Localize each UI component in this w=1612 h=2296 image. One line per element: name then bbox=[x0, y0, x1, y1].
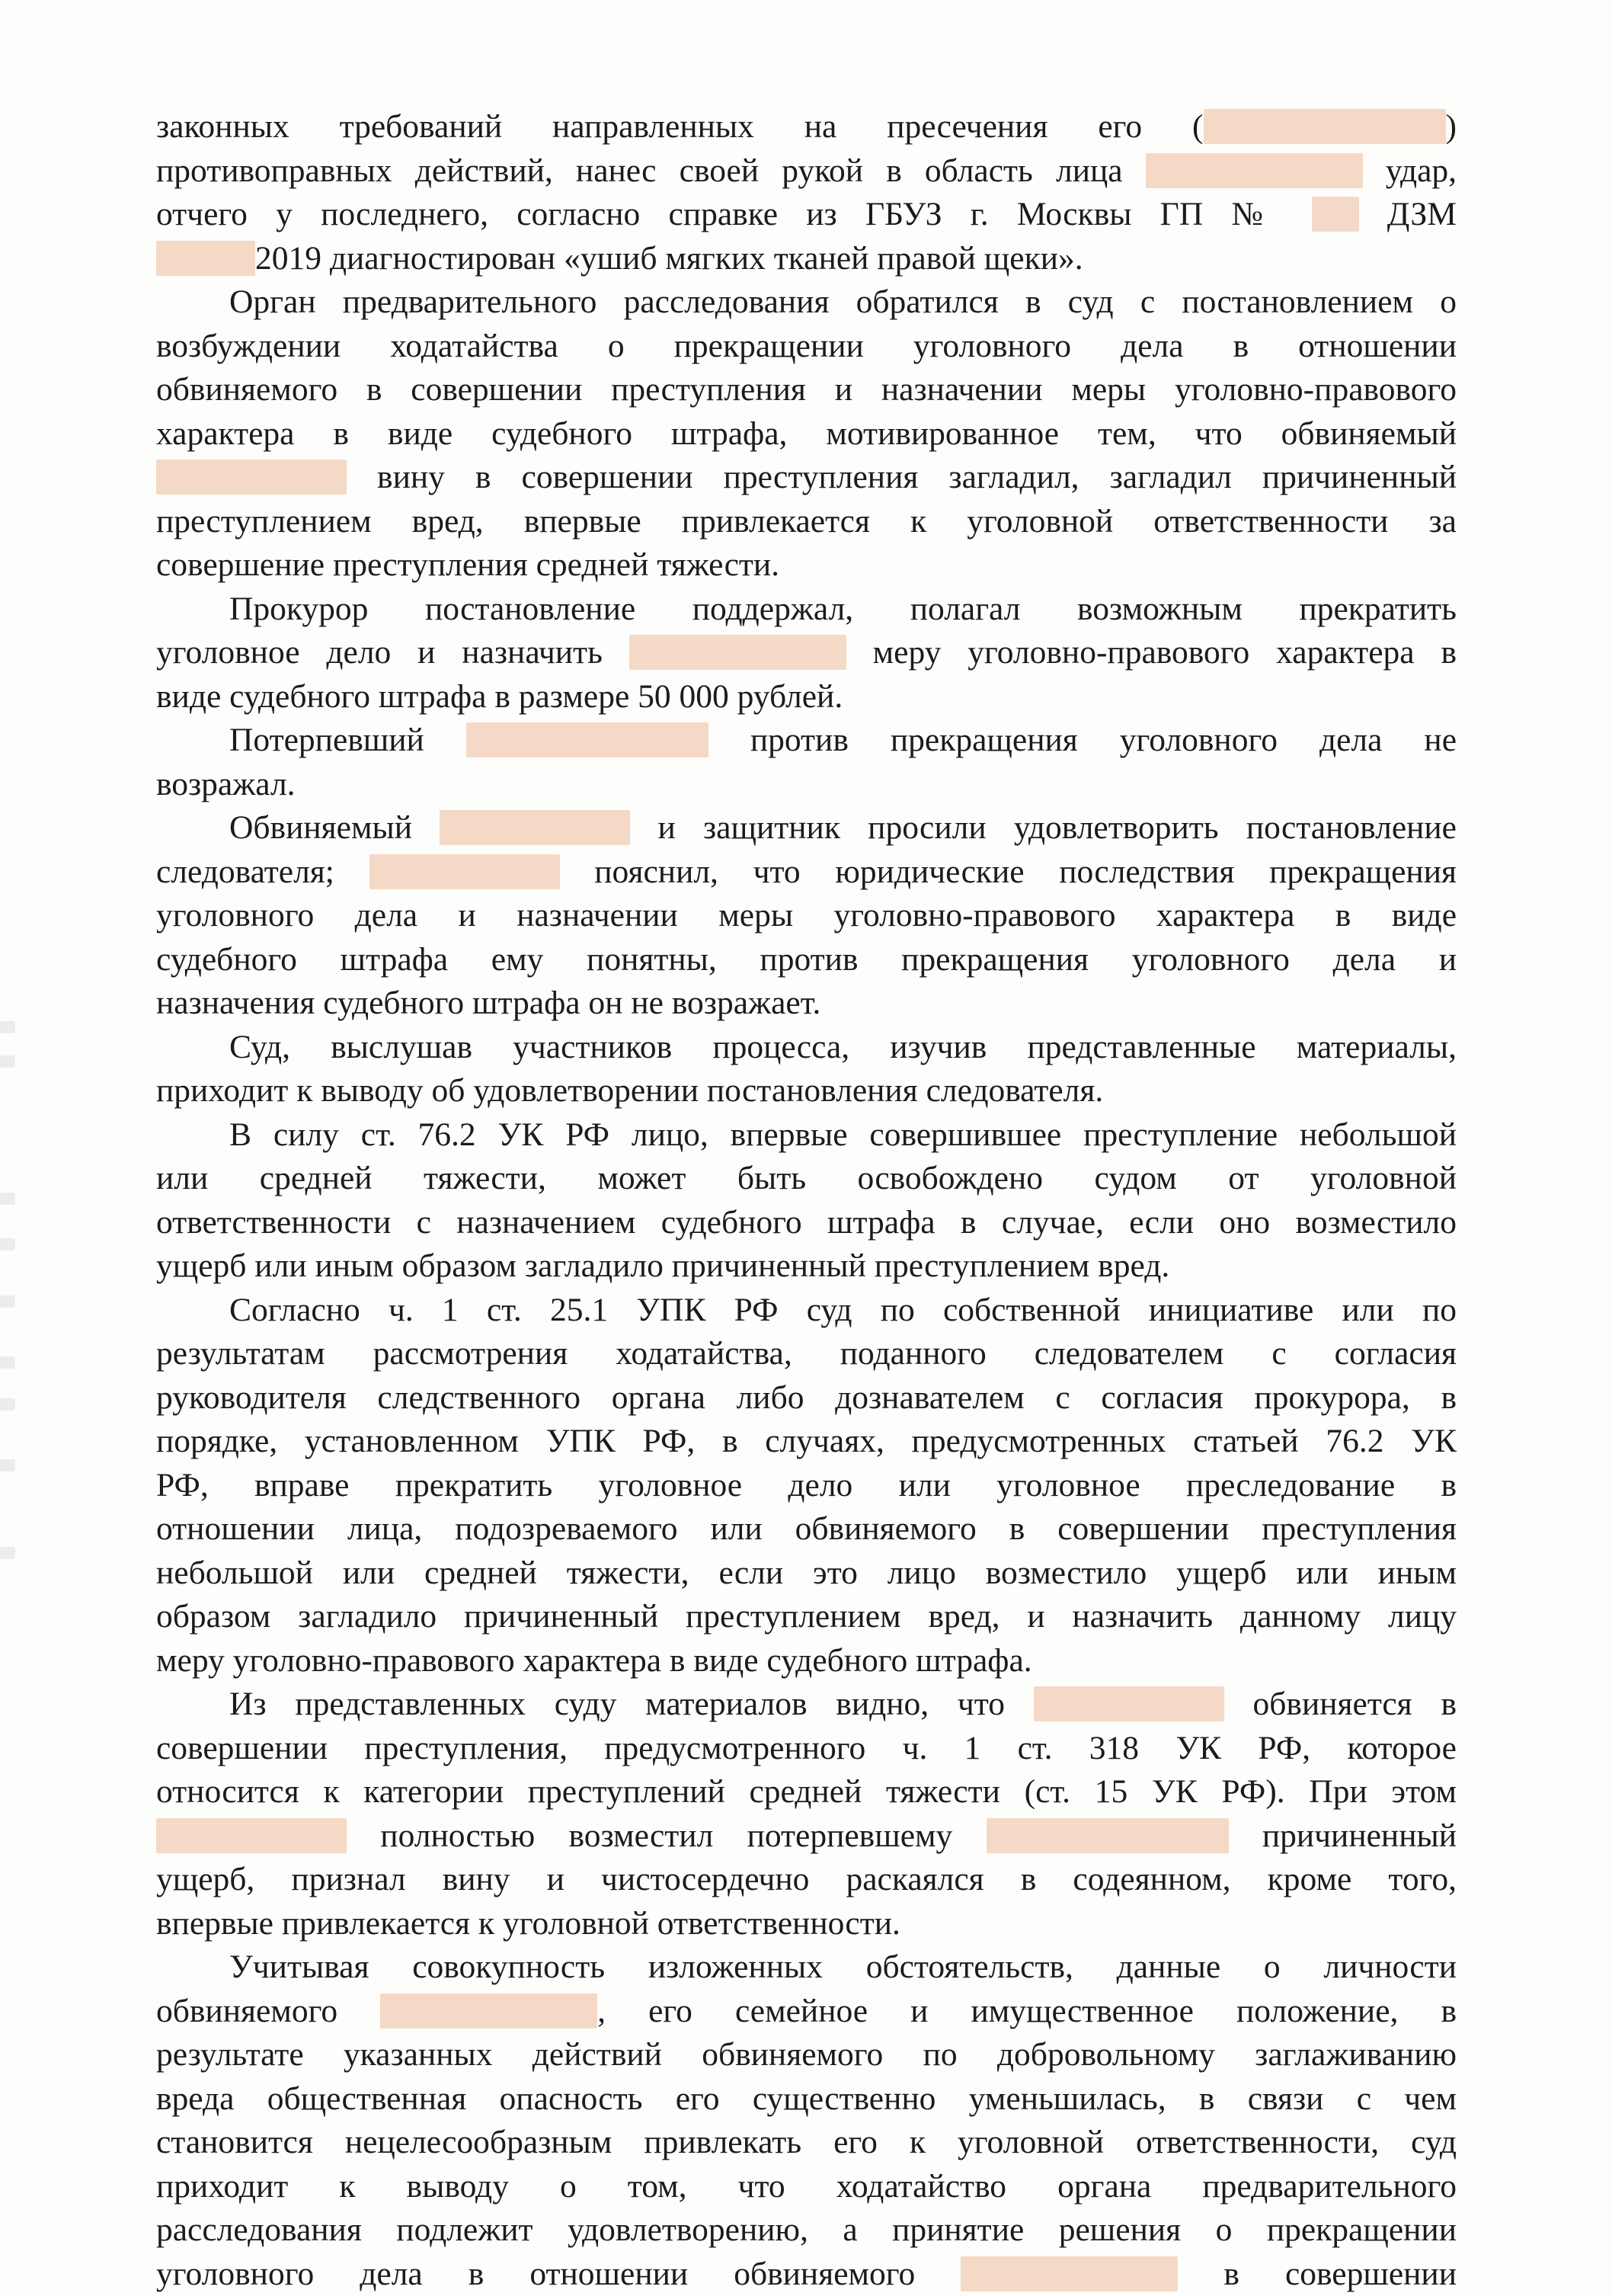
text-line bbox=[156, 2033, 1457, 2077]
text-run: Суд, выслушав участников процесса, изучив представленные материалы, bbox=[229, 1029, 1457, 1065]
text-line bbox=[156, 2077, 1457, 2121]
text-run: против прекращения уголовного дела не bbox=[708, 722, 1457, 758]
text-line bbox=[156, 850, 1457, 895]
text-line bbox=[156, 2253, 1457, 2296]
text-line bbox=[156, 2208, 1457, 2253]
text-line bbox=[156, 938, 1457, 982]
text-line bbox=[156, 1464, 1457, 1508]
redaction-block bbox=[1312, 197, 1359, 232]
text-run: обвиняется в bbox=[1224, 1686, 1457, 1722]
text-run: уголовного дела и назначении меры уголовно-правового характера в виде bbox=[156, 897, 1457, 933]
text-run: законных требований направленных на пресечения его ( bbox=[156, 108, 1204, 145]
redaction-block bbox=[369, 854, 560, 889]
text-run: Потерпевший bbox=[229, 722, 466, 758]
text-run: небольшой или средней тяжести, если это лицо возместило ущерб или иным bbox=[156, 1555, 1457, 1591]
redaction-block bbox=[466, 722, 708, 757]
text-run: В силу ст. 76.2 УК РФ лицо, впервые совершившее преступление небольшой bbox=[229, 1116, 1457, 1153]
redaction-block bbox=[1204, 109, 1446, 144]
text-line bbox=[156, 500, 1457, 544]
redaction-block bbox=[380, 1993, 597, 2029]
text-line bbox=[156, 1244, 1457, 1289]
text-run: удар, bbox=[1363, 152, 1457, 189]
text-line bbox=[156, 675, 1457, 719]
text-run: виде судебного штрафа в размере 50 000 рублей. bbox=[156, 678, 843, 715]
text-run: образом загладило причиненный преступлением вред, и назначить данному лицу bbox=[156, 1598, 1457, 1635]
text-run: совершение преступления средней тяжести. bbox=[156, 546, 779, 583]
text-run: Обвиняемый bbox=[229, 809, 440, 846]
text-line bbox=[156, 325, 1457, 369]
bleed-through-mark bbox=[0, 1356, 15, 1369]
text-line bbox=[156, 149, 1457, 194]
text-line bbox=[156, 981, 1457, 1026]
text-run: Прокурор постановление поддержал, полагал возможным прекратить bbox=[229, 591, 1457, 627]
text-run: ДЗМ bbox=[1359, 196, 1457, 232]
bleed-through-mark bbox=[0, 1295, 15, 1308]
text-run: Из представленных суду материалов видно, что bbox=[229, 1686, 1034, 1722]
text-run: в совершении bbox=[1178, 2256, 1457, 2292]
text-line bbox=[156, 806, 1457, 850]
text-run: меру уголовно-правового характера в bbox=[846, 634, 1457, 671]
redaction-block bbox=[156, 241, 255, 276]
text-line bbox=[156, 2121, 1457, 2165]
text-run: следователя; bbox=[156, 853, 369, 890]
text-line bbox=[156, 1770, 1457, 1814]
text-line bbox=[156, 456, 1457, 500]
text-line bbox=[156, 1157, 1457, 1201]
text-run: отношении лица, подозреваемого или обвиняемого в совершении преступления bbox=[156, 1510, 1457, 1547]
text-run: или средней тяжести, может быть освобождено судом от уголовной bbox=[156, 1160, 1457, 1196]
text-run: возражал. bbox=[156, 766, 296, 802]
text-run: вреда общественная опасность его существенно уменьшилась, в связи с чем bbox=[156, 2080, 1457, 2117]
text-run: обвиняемого в совершении преступления и назначении меры уголовно-правового bbox=[156, 371, 1457, 408]
text-line bbox=[156, 193, 1457, 237]
text-run: ущерб или иным образом загладило причиненный преступлением вред. bbox=[156, 1247, 1169, 1284]
text-run: совершении преступления, предусмотренного ч. 1 ст. 318 УК РФ, которое bbox=[156, 1730, 1457, 1766]
text-line bbox=[156, 1332, 1457, 1376]
redaction-block bbox=[629, 635, 846, 670]
text-run: 2019 диагностирован «ушиб мягких тканей правой щеки». bbox=[255, 240, 1083, 277]
text-line bbox=[156, 1945, 1457, 1990]
redaction-block bbox=[1034, 1686, 1224, 1721]
text-run: пояснил, что юридические последствия прекращения bbox=[560, 853, 1457, 890]
text-line bbox=[156, 412, 1457, 456]
text-line bbox=[156, 1858, 1457, 1902]
text-line bbox=[156, 1595, 1457, 1639]
document-body bbox=[156, 105, 1457, 2296]
redaction-block bbox=[440, 810, 630, 845]
bleed-through-mark bbox=[0, 1459, 15, 1471]
text-line bbox=[156, 894, 1457, 938]
bleed-through-mark bbox=[0, 1398, 15, 1411]
redaction-block bbox=[156, 1818, 347, 1853]
text-line bbox=[156, 1113, 1457, 1158]
text-line bbox=[156, 631, 1457, 675]
text-run: уголовное дело и назначить bbox=[156, 634, 629, 671]
text-line bbox=[156, 105, 1457, 149]
text-line bbox=[156, 2165, 1457, 2209]
text-run: обвиняемого bbox=[156, 1993, 380, 2029]
text-run: полностью возместил потерпевшему bbox=[347, 1817, 987, 1854]
bleed-through-mark bbox=[0, 1055, 15, 1068]
text-run: Согласно ч. 1 ст. 25.1 УПК РФ суд по собственной инициативе или по bbox=[229, 1292, 1457, 1328]
text-run: уголовного дела в отношении обвиняемого bbox=[156, 2256, 961, 2292]
text-run: впервые привлекается к уголовной ответственности. bbox=[156, 1905, 900, 1942]
text-run: относится к категории преступлений средней тяжести (ст. 15 УК РФ). При этом bbox=[156, 1773, 1457, 1810]
text-line bbox=[156, 1507, 1457, 1551]
text-line bbox=[156, 763, 1457, 807]
text-line bbox=[156, 1201, 1457, 1245]
bleed-through-mark bbox=[0, 1547, 15, 1559]
text-run: приходит к выводу об удовлетворении постановления следователя. bbox=[156, 1072, 1103, 1109]
text-run: руководителя следственного органа либо дознавателем с согласия прокурора, в bbox=[156, 1379, 1457, 1416]
text-run: характера в виде судебного штрафа, мотивированное тем, что обвиняемый bbox=[156, 415, 1457, 452]
text-run: Учитывая совокупность изложенных обстоятельств, данные о личности bbox=[229, 1949, 1457, 1985]
text-run: порядке, установленном УПК РФ, в случаях, предусмотренных статьей 76.2 УК bbox=[156, 1423, 1457, 1459]
text-line bbox=[156, 543, 1457, 588]
text-run: , его семейное и имущественное положение, в bbox=[597, 1993, 1457, 2029]
text-line bbox=[156, 719, 1457, 763]
text-line bbox=[156, 237, 1457, 281]
text-run: судебного штрафа ему понятны, против прекращения уголовного дела и bbox=[156, 941, 1457, 978]
text-line bbox=[156, 588, 1457, 632]
text-run: вину в совершении преступления загладил, загладил причиненный bbox=[347, 459, 1457, 495]
redaction-block bbox=[987, 1818, 1229, 1853]
text-run: Орган предварительного расследования обратился в суд с постановлением о bbox=[229, 283, 1457, 320]
text-line bbox=[156, 1026, 1457, 1070]
text-run: приходит к выводу о том, что ходатайство органа предварительного bbox=[156, 2168, 1457, 2205]
redaction-block bbox=[156, 460, 347, 495]
text-line bbox=[156, 1289, 1457, 1333]
text-line bbox=[156, 1683, 1457, 1727]
text-line bbox=[156, 1069, 1457, 1113]
text-run: РФ, вправе прекратить уголовное дело или уголовное преследование в bbox=[156, 1467, 1457, 1503]
text-run: расследования подлежит удовлетворению, а принятие решения о прекращении bbox=[156, 2211, 1457, 2248]
text-line bbox=[156, 1420, 1457, 1464]
text-run: ущерб, признал вину и чистосердечно раскаялся в содеянном, кроме того, bbox=[156, 1861, 1457, 1897]
text-run: ответственности с назначением судебного штрафа в случае, если оно возместило bbox=[156, 1204, 1457, 1241]
text-run: и защитник просили удовлетворить постановление bbox=[630, 809, 1457, 846]
bleed-through-mark bbox=[0, 1193, 15, 1205]
text-run: результате указанных действий обвиняемого по добровольному заглаживанию bbox=[156, 2036, 1457, 2073]
text-run: противоправных действий, нанес своей рукой в область лица bbox=[156, 152, 1146, 189]
text-run: назначения судебного штрафа он не возражает. bbox=[156, 985, 820, 1021]
text-run: преступлением вред, впервые привлекается к уголовной ответственности за bbox=[156, 503, 1457, 540]
text-line bbox=[156, 1376, 1457, 1420]
text-line bbox=[156, 1639, 1457, 1683]
bleed-through-mark bbox=[0, 1021, 15, 1033]
bleed-through-mark bbox=[0, 1238, 15, 1250]
text-line bbox=[156, 280, 1457, 325]
text-run: результатам рассмотрения ходатайства, поданного следователем с согласия bbox=[156, 1335, 1457, 1372]
text-line bbox=[156, 368, 1457, 412]
text-run: меру уголовно-правового характера в виде судебного штрафа. bbox=[156, 1642, 1032, 1679]
text-line bbox=[156, 1551, 1457, 1596]
text-run: становится нецелесообразным привлекать его к уголовной ответственности, суд bbox=[156, 2124, 1457, 2160]
text-line bbox=[156, 1727, 1457, 1771]
text-line bbox=[156, 1814, 1457, 1859]
text-run: ) bbox=[1446, 108, 1457, 145]
redaction-block bbox=[1146, 153, 1363, 188]
text-run: возбуждении ходатайства о прекращении уголовного дела в отношении bbox=[156, 328, 1457, 364]
text-line bbox=[156, 1902, 1457, 1946]
text-run: причиненный bbox=[1229, 1817, 1457, 1854]
text-line bbox=[156, 1990, 1457, 2034]
text-run: отчего у последнего, согласно справке из ГБУЗ г. Москвы ГП № bbox=[156, 196, 1312, 232]
